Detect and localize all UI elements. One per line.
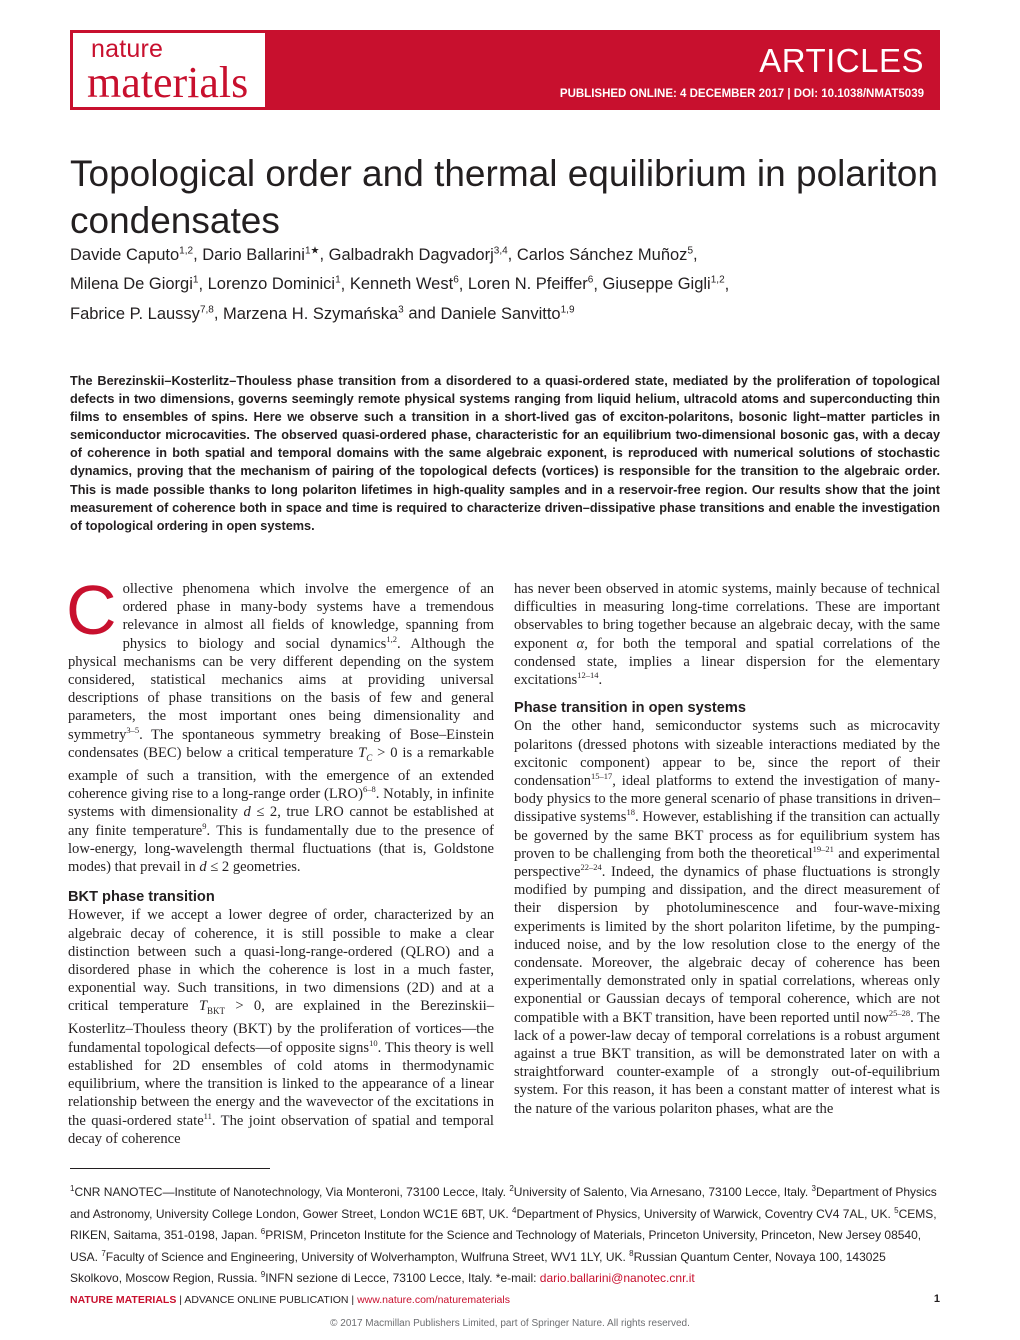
- author-affiliation: 1★: [304, 245, 320, 256]
- affiliation-number: 5: [894, 1205, 899, 1215]
- affiliation-number: 2: [509, 1184, 514, 1193]
- affiliation-text: Department of Physics, University of Warwick, Coventry CV4 7AL, UK.: [516, 1206, 895, 1221]
- affiliation-number: 9: [260, 1270, 266, 1279]
- footnote-divider: [70, 1168, 270, 1169]
- affiliation-text: Department of Physics and Astronomy, University College London, Gower Street, London WC1E 6BT, UK.: [70, 1185, 937, 1221]
- citation[interactable]: 3–5: [126, 724, 140, 735]
- author-name: Loren N. Pfeiffer$^6$: [467, 274, 594, 293]
- author-affiliation: 5: [687, 245, 693, 256]
- email-label: *e-mail:: [495, 1271, 540, 1285]
- author-affiliation: 1,9: [560, 304, 575, 315]
- affiliation-number: 7: [101, 1248, 106, 1258]
- logo-nature-text: nature: [91, 35, 164, 63]
- citation[interactable]: 12–14: [577, 670, 599, 681]
- affiliations: [70, 1180, 940, 1288]
- page-footer: [70, 1294, 940, 1306]
- author-affiliation: 1: [335, 274, 341, 286]
- author-affiliation: 3: [398, 304, 404, 315]
- affiliation-text: CEMS, RIKEN, Saitama, 351-0198, Japan.: [70, 1206, 937, 1242]
- section-heading-bkt: BKT phase transition: [68, 889, 215, 906]
- body-column-left: [66, 571, 494, 1148]
- author-name: Marzena H. Szymańska$^3$: [223, 304, 404, 323]
- author-name: Davide Caputo$^{1,2}$: [70, 245, 194, 264]
- author-name: Dario Ballarini$^{1★}$: [202, 245, 320, 264]
- citation[interactable]: 15–17: [591, 771, 613, 782]
- citation[interactable]: 11: [203, 1110, 212, 1121]
- copyright: © 2017 Macmillan Publishers Limited, part of Springer Nature. All rights reserved.: [330, 1318, 690, 1329]
- affiliation-number: 1: [70, 1184, 75, 1193]
- author-affiliation: 6: [587, 274, 594, 286]
- section-label: ARTICLES: [759, 42, 924, 79]
- author-name: Lorenzo Dominici$^1$: [207, 274, 341, 293]
- citation[interactable]: 19–21: [812, 843, 834, 854]
- affiliation-number: 3: [811, 1184, 816, 1193]
- affiliation-text: INFN sezione di Lecce, 73100 Lecce, Italy.: [265, 1271, 496, 1285]
- email-link[interactable]: dario.ballarini@nanotec.cnr.it: [539, 1271, 695, 1285]
- author-name: Daniele Sanvitto$^{1,9}$: [440, 304, 575, 323]
- intro-paragraph: Collective phenomena which involve the emergence of an ordered phase in many-body systems have a tremendous relevance in almost all fields of knowledge, spanning from physics to biology and social dynamics$^{1,2}$. Although the physical mechanisms can be very different depending on the system considered, statistical mechanics aims at providing universal descriptions of phase transitions on the basis of few and general parameters, the most important ones being dimensionality and symmetry$^{3-5}$. The spontaneous symmetry breaking of Bose–Einstein condensates (BEC) below a critical temperature $T_C > 0$ is a remarkable example of such a transition, with the emergence of an extended coherence giving rise to a long-range order (LRO)$^{6-8}$. Notably, in infinite systems with dimensionality d ≤ 2, true LRO cannot be established at any finite temperature$^9$. This is fundamentally due to the presence of low-energy, long-wavelength thermal fluctuations (that is, Goldstone modes) that prevail in d ≤ 2 geometries.: [66, 571, 494, 875]
- drop-cap: C: [66, 571, 117, 649]
- header-banner: [268, 30, 940, 110]
- affiliation-text: PRISM, Princeton Institute for the Science and Technology of Materials, Princeton University, Princeton, New Jersey 08540, USA.: [70, 1228, 922, 1264]
- citation[interactable]: 10: [369, 1037, 378, 1048]
- affiliation-text: Russian Quantum Center, Novaya 100, 143025 Skolkovo, Moscow Region, Russia.: [70, 1249, 886, 1285]
- journal-logo[interactable]: [70, 30, 268, 110]
- article-title: Topological order and thermal equilibrium in polariton condensates: [70, 153, 938, 241]
- author-name: Fabrice P. Laussy$^{7,8}$: [70, 304, 214, 323]
- citation[interactable]: 1,2: [386, 633, 397, 644]
- logo-materials-text: materials: [87, 58, 249, 107]
- open-systems-paragraph: On the other hand, semiconductor systems such as microcavity polaritons (dressed photons with sizeable interactions mediated by the excitonic component) appear to be, since the report of their condensation$^{15-17}$, ideal platforms to extend the investigation of many-body physics to the more general scenario of phase transitions in driven–dissipative systems$^{18}$. However, establishing if the transition can actually be governed by the same BKT process as for equilibrium system has proven to be challenging from both the theoretical$^{19-21}$ and experimental perspective$^{22-24}$. Indeed, the dynamics of phase fluctuations is strongly modified by pumping and dissipation, and the direct measurement of their dispersion by photoluminescence and four-wave-mixing experiments is limited by the short polariton lifetime, by the pumping-induced noise, and by the low resolution close to the energy of the condensate. Moreover, the algebraic decay of coherence has been experimentally demonstrated only in spatial correlations, whereas only exponential or Gaussian decays of temporal coherence, which are not compatible with a BKT transition, have been reported until now$^{25-28}$. The lack of a power-law decay of temporal correlations is a robust argument against a true BKT transition, as will be demonstrated later on with a straightforward counter-example of a strongly out-of-equilibrium system. For this reason, it has been a constant matter of interest what is the nature of the various polariton phases, what are the: [514, 718, 941, 1117]
- publication-info: PUBLISHED ONLINE: 4 DECEMBER 2017 | DOI: 10.1038/NMAT5039: [559, 88, 924, 100]
- author-affiliation: 1,2: [179, 245, 194, 256]
- section-heading-open-systems: Phase transition in open systems: [514, 700, 746, 717]
- author-list: Davide Caputo$^{1,2}$, Dario Ballarini$^{1★}$, Galbadrakh Dagvadorj$^{3,4}$, Carlos Sánchez Muñoz$^5$, Milena De Giorgi$^1$, Lorenzo Dominici$^1$, Kenneth West$^6$, Loren N. Pfeiffer$^6$, Giuseppe Gigli$^{1,2}$, Fabrice P. Laussy$^{7,8}$, Marzena H. Szymańska$^3$ and Daniele Sanvitto$^{1,9}$: [70, 245, 730, 323]
- affiliation-number: 6: [260, 1227, 266, 1236]
- author-affiliation: 6: [453, 274, 459, 286]
- page-number: 1: [933, 1293, 940, 1305]
- author-name: Galbadrakh Dagvadorj$^{3,4}$: [328, 245, 508, 264]
- footer-url-link[interactable]: www.nature.com/naturematerials: [357, 1294, 510, 1306]
- author-affiliation: 1,2: [710, 274, 725, 286]
- author-affiliation: 3,4: [493, 245, 508, 256]
- affiliation-number: 4: [512, 1205, 517, 1215]
- citation[interactable]: 22–24: [580, 862, 602, 873]
- author-affiliation: 7,8: [199, 304, 214, 315]
- author-affiliation: 1: [192, 274, 199, 286]
- abstract: The Berezinskii–Kosterlitz–Thouless phase transition from a disordered to a quasi-ordered state, mediated by the proliferation of topological defects in two dimensions, governs seemingly remote physical systems ranging from liquid helium, ultracold atoms and superconducting thin films to ensembles of spins. Here we observe such a transition in a short-lived gas of exciton-polaritons, bosonic light–matter particles in semiconductor microcavities. The observed quasi-ordered phase, characteristic for an equilibrium two-dimensional bosonic gas, with a decay of coherence in both spatial and temporal domains with the same algebraic exponent, is reproduced with numerical solutions of stochastic dynamics, proving that the mechanism of pairing of the topological defects (vortices) is responsible for the transition to the algebraic order. This is made possible thanks to long polariton lifetimes in high-quality samples and in a reservoir-free region. Our results show that the joint measurement of coherence both in space and time is required to characterize driven–dissipative phase transitions and enable the investigation of topological ordering in open systems.: [70, 374, 940, 533]
- body-column-right: [514, 580, 940, 1118]
- bkt-paragraph: However, if we accept a lower degree of order, characterized by an algebraic decay of coherence, it is still possible to make a clear distinction between such a quasi-long-range-ordered (QLRO) and a disordered phase in which the coherence is lost in a much faster, exponential way. Such transitions, in two dimensions (2D) and at a critical temperature $T_{BKT} > 0$, are explained in the Berezinskii–Kosterlitz–Thouless theory (BKT) by the proliferation of vortices—the fundamental topological defects—of opposite signs$^{10}$. This theory is well established for 2D ensembles of cold atoms in thermodynamic equilibrium, where the transition is linked to the appearance of a linear relationship between the energy and the wavevector of the excitations in the quasi-ordered state$^{11}$. The joint observation of spatial and temporal decay of coherence: [68, 907, 494, 1147]
- footer-separator: | ADVANCE ONLINE PUBLICATION |: [176, 1294, 358, 1306]
- affiliation-text: CNR NANOTEC—Institute of Nanotechnology, Via Monteroni, 73100 Lecce, Italy.: [74, 1185, 510, 1199]
- affiliation-number: 8: [629, 1248, 634, 1258]
- continued-paragraph: has never been observed in atomic systems, mainly because of technical difficulties in measuring long-time correlations. These are important observables to bring together because an algebraic decay, with the same exponent α, for both the temporal and spatial correlations of the condensed state, implies a linear dispersion for the elementary excitations$^{12-14}$.: [514, 581, 940, 689]
- citation[interactable]: 18: [626, 807, 635, 818]
- author-name: Milena De Giorgi$^1$: [70, 274, 199, 293]
- author-name: Carlos Sánchez Muñoz$^5$: [516, 245, 693, 264]
- citation[interactable]: 25–28: [888, 1007, 911, 1018]
- footer-journal: NATURE MATERIALS: [70, 1294, 177, 1306]
- affiliation-text: Faculty of Science and Engineering, University of Wolverhampton, Wulfruna Street, WV1 1LY, UK.: [105, 1249, 630, 1264]
- affiliation-text: University of Salento, Via Arnesano, 73100 Lecce, Italy.: [513, 1185, 812, 1199]
- citation[interactable]: 9: [202, 820, 207, 831]
- author-name: Kenneth West$^6$: [349, 274, 459, 293]
- citation[interactable]: 6–8: [362, 784, 376, 795]
- author-name: Giuseppe Gigli$^{1,2}$: [602, 274, 725, 293]
